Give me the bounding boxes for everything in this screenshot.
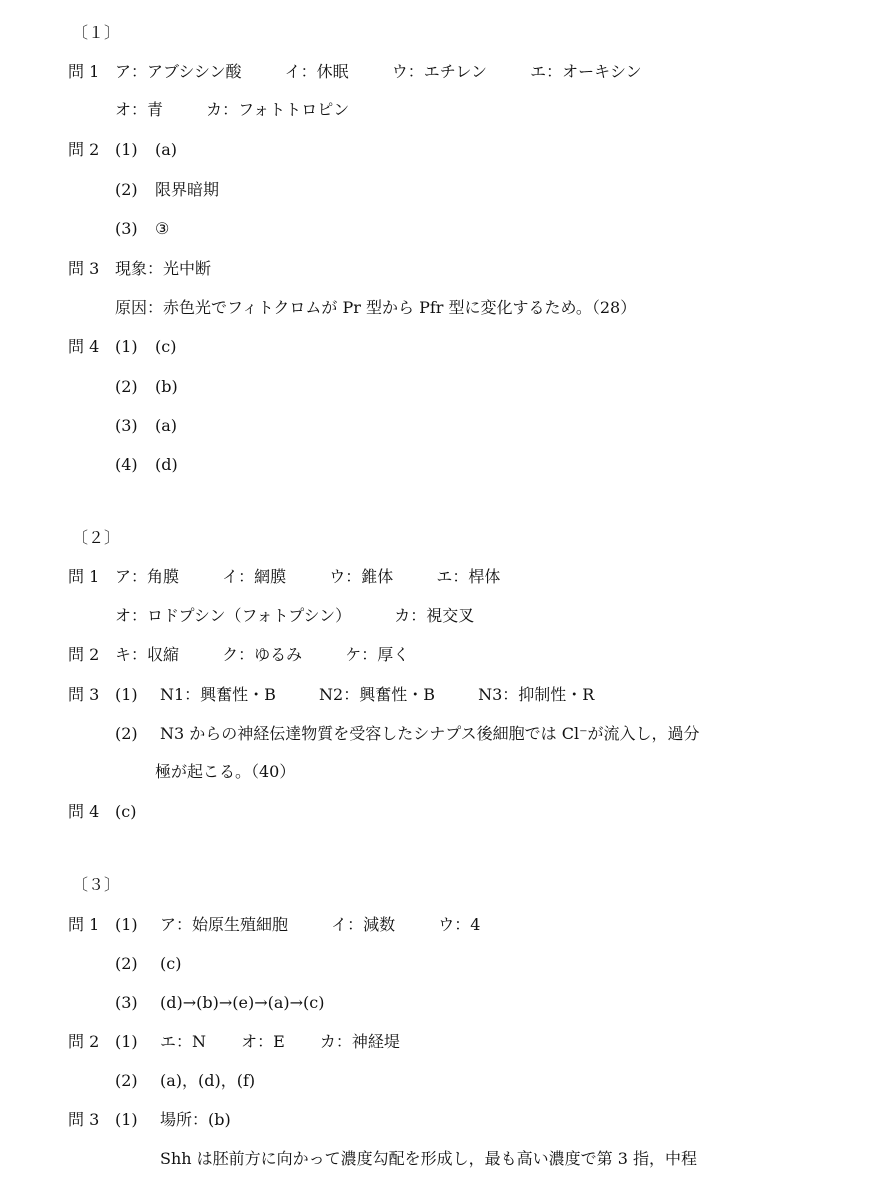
answer-o: オ：ロドプシン（フォトプシン）	[115, 606, 352, 625]
s2-q2-label: 問 2	[68, 645, 100, 664]
answer-ka: カ：視交叉	[394, 606, 475, 625]
s1-q2-3-num: (3)	[115, 219, 138, 238]
s2-q3-label: 問 3	[68, 685, 100, 704]
s1-q2-1-num: (1)	[115, 140, 138, 159]
answer-u: ウ：4	[438, 915, 481, 934]
s3-q2-2-num: (2)	[115, 1071, 138, 1090]
s3-q1-label: 問 1	[68, 915, 100, 934]
s3-q2-1-answers	[160, 1031, 400, 1053]
s1-q1-answers-line1	[115, 61, 642, 83]
s1-q4-2-num: (2)	[115, 377, 138, 396]
answer-a: ア：角膜	[115, 567, 180, 586]
s3-q2-label: 問 2	[68, 1032, 100, 1051]
s3-q3-label: 問 3	[68, 1110, 100, 1129]
answer-ki: キ：収縮	[115, 645, 180, 664]
answer-n3: N3：抑制性・R	[478, 685, 595, 704]
section-2-header: 〔２〕	[72, 528, 121, 547]
s2-q4-answer: (c)	[115, 802, 137, 821]
answer-i: イ：網膜	[222, 567, 287, 586]
section-3-header: 〔３〕	[72, 875, 121, 894]
answer-a: ア：始原生殖細胞	[160, 915, 289, 934]
s2-q2-answers	[115, 644, 409, 666]
answer-u: ウ：錐体	[329, 567, 394, 586]
s3-q1-1-answers	[160, 914, 480, 936]
s3-q3-1-explanation: Shh は胚前方に向かって濃度勾配を形成し，最も高い濃度で第 3 指，中程	[160, 1149, 698, 1168]
s1-q2-3-answer: ③	[155, 219, 170, 238]
answer-ku: ク：ゆるみ	[222, 645, 303, 664]
s1-q4-label: 問 4	[68, 337, 100, 356]
s1-q1-label: 問 1	[68, 62, 100, 81]
answer-o: オ：青	[115, 100, 164, 119]
s1-q4-4-answer: (d)	[155, 455, 178, 474]
answer-ka: カ：フォトトロピン	[206, 100, 350, 119]
s3-q2-2-answer: (a)，(d)，(f)	[160, 1071, 256, 1090]
s2-q1-answers-line2	[115, 605, 474, 627]
answer-ke: ケ：厚く	[345, 645, 410, 664]
s3-q1-3-answer: (d)→(b)→(e)→(a)→(c)	[160, 993, 325, 1012]
s2-q3-2-num: (2)	[115, 724, 138, 743]
s3-q1-1-num: (1)	[115, 915, 138, 934]
s3-q1-2-answer: (c)	[160, 954, 182, 973]
answer-a: ア：アブシシン酸	[115, 62, 242, 81]
s2-q1-answers-line1	[115, 566, 500, 588]
s1-q1-answers-line2	[115, 99, 349, 121]
s1-q4-1-answer: (c)	[155, 337, 177, 356]
s1-q2-2-answer: 限界暗期	[155, 180, 220, 199]
s2-q3-2-answer-line1: N3 からの神経伝達物質を受容したシナプス後細胞では Cl⁻が流入し，過分	[160, 724, 700, 743]
s2-q3-1-answers	[160, 684, 594, 706]
s1-q4-3-num: (3)	[115, 416, 138, 435]
s3-q2-1-num: (1)	[115, 1032, 138, 1051]
s1-q4-1-num: (1)	[115, 337, 138, 356]
s1-q3-label: 問 3	[68, 259, 100, 278]
s1-q2-2-num: (2)	[115, 180, 138, 199]
s3-q1-3-num: (3)	[115, 993, 138, 1012]
answer-e: エ：オーキシン	[530, 62, 642, 81]
s1-q2-label: 問 2	[68, 140, 100, 159]
answer-e: エ：N	[160, 1032, 207, 1051]
s2-q3-2-answer-line2: 極が起こる。（40）	[155, 762, 296, 781]
s3-q3-1-num: (1)	[115, 1110, 138, 1129]
answer-i: イ：休眠	[284, 62, 349, 81]
s1-q4-3-answer: (a)	[155, 416, 178, 435]
answer-ka: カ：神経堤	[319, 1032, 400, 1051]
answer-i: イ：減数	[331, 915, 396, 934]
s3-q1-2-num: (2)	[115, 954, 138, 973]
s2-q4-label: 問 4	[68, 802, 100, 821]
s1-q2-1-answer: (a)	[155, 140, 178, 159]
s1-q3-phenomenon: 現象：光中断	[115, 259, 212, 278]
answer-n1: N1：興奮性・B	[160, 685, 276, 704]
answer-o: オ：E	[241, 1032, 285, 1051]
answer-u: ウ：エチレン	[391, 62, 488, 81]
s1-q4-4-num: (4)	[115, 455, 138, 474]
answer-e: エ：桿体	[436, 567, 501, 586]
s1-q4-2-answer: (b)	[155, 377, 178, 396]
answer-n2: N2：興奮性・B	[319, 685, 435, 704]
s1-q3-reason: 原因：赤色光でフィトクロムが Pr 型から Pfr 型に変化するため。（28）	[115, 298, 637, 317]
section-1-header: 〔１〕	[72, 23, 121, 42]
s2-q3-1-num: (1)	[115, 685, 138, 704]
s3-q3-1-location: 場所：(b)	[160, 1110, 231, 1129]
s2-q1-label: 問 1	[68, 567, 100, 586]
